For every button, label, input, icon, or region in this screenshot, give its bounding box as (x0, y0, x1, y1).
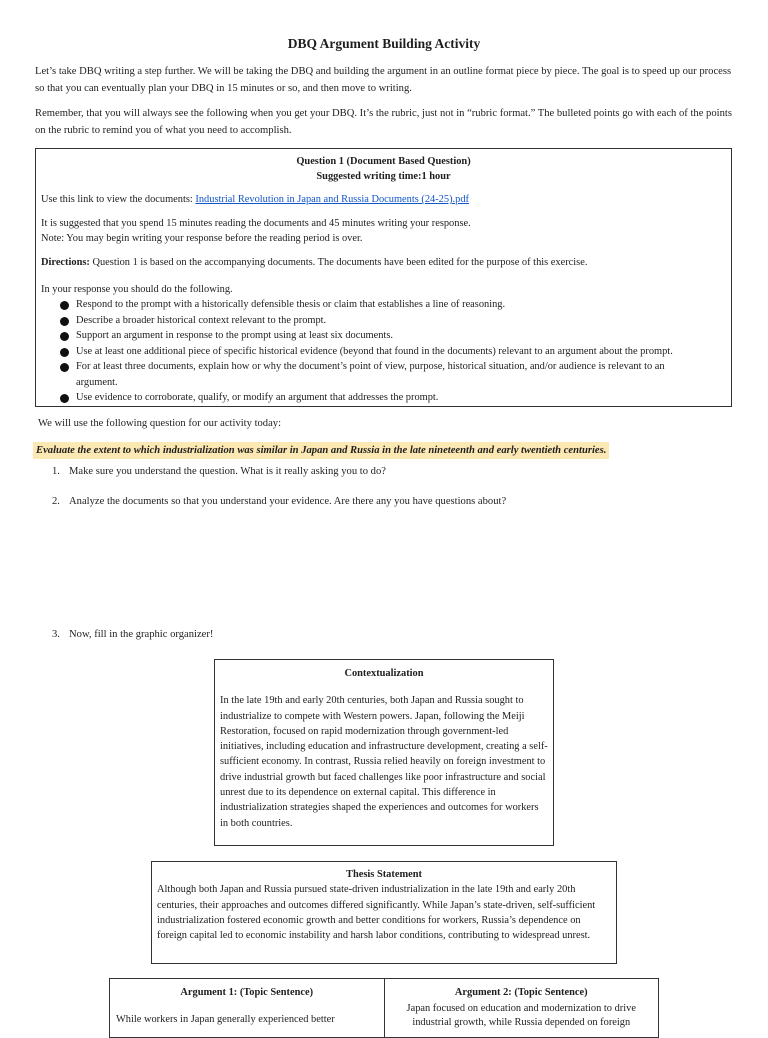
rubric-bullet: Support an argument in response to the prompt using at least six documents. (41, 328, 723, 344)
list-intro: In your response you should do the following. (41, 284, 233, 295)
bullet-icon (60, 332, 69, 341)
documents-link[interactable]: Industrial Revolution in Japan and Russia Documents (24-25).pdf (195, 194, 469, 205)
step-2: 2. Analyze the documents so that you understand your evidence. Are there any you have questions about? (52, 496, 507, 507)
intro-paragraph-2: Remember, that you will always see the following when you get your DBQ. It’s the rubric, just not in “rubric format.” The bulleted points go with each of the points on the rubric to remind you of what you need to accomplish. (35, 108, 732, 136)
highlighted-prompt: Evaluate the extent to which industrialization was similar in Japan and Russia in the late nineteenth and early twentieth centuries. (33, 442, 609, 459)
argument-1-heading: Argument 1: (Topic Sentence) (180, 987, 314, 998)
arguments-table (109, 978, 659, 1038)
suggestion-line-2: Note: You may begin writing your response before the reading period is over. (41, 233, 363, 244)
suggestion-line-1: It is suggested that you spend 15 minutes reading the documents and 45 minutes writing your response. (41, 218, 471, 229)
argument-1-cell (110, 979, 384, 1037)
contextualization-heading: Contextualization (344, 668, 424, 679)
bullet-icon (60, 394, 69, 403)
contextualization-text: In the late 19th and early 20th centuries, both Japan and Russia sought to industrialize to compete with Western powers. Japan, following the Meiji Restoration, focused on rapid modernization through government-led initiatives, including education and infrastructure development, creating a self-sufficient economy. In contrast, Russia relied heavily on foreign investment to drive industrial growth but faced challenges like poor infrastructure and social unrest due to its dependence on external capital. This difference in industrialization strategies shaped the experiences and outcomes for workers in both countries. (220, 695, 548, 829)
thesis-text: Although both Japan and Russia pursued state-driven industrialization in the late 19th and early 20th centuries, their approaches and outcomes differed significantly. While Japan’s state-driven, self-sufficient industrialization fostered economic growth and better conditions for workers, Russia’s dependence on foreign capital led to economic instability and harsh labor conditions, contributing to widespread unrest. (157, 884, 596, 942)
argument-2-text: Japan focused on education and modernization to drive industrial growth, while Russia depended on foreign (406, 1003, 636, 1028)
writing-time-heading: Suggested writing time:1 hour (316, 171, 451, 182)
step-1: 1. Make sure you understand the question. What is it really asking you to do? (52, 466, 386, 477)
contextualization-box (214, 659, 554, 846)
rubric-bullet: For at least three documents, explain how or why the document’s point of view, purpose, historical situation, and/or audience is relevant to an argument. (41, 359, 723, 390)
activity-intro: We will use the following question for our activity today: (38, 418, 282, 429)
rubric-bullet: Use at least one additional piece of specific historical evidence (beyond that found in the documents) relevant to an argument about the prompt. (41, 344, 723, 360)
argument-1-text: While workers in Japan generally experienced better (116, 1014, 335, 1025)
documents-link-line (41, 192, 723, 208)
thesis-box (151, 861, 617, 964)
documents-link-prefix: Use this link to view the documents: (41, 194, 196, 205)
directions-label: Directions: (41, 257, 90, 268)
directions-line (41, 255, 723, 271)
rubric-bullet: Respond to the prompt with a historically defensible thesis or claim that establishes a line of reasoning. (41, 297, 723, 313)
bullet-icon (60, 317, 69, 326)
argument-2-cell (384, 979, 659, 1037)
bullet-icon (60, 301, 69, 310)
bullet-icon (60, 363, 69, 372)
thesis-heading: Thesis Statement (346, 869, 422, 880)
bullet-icon (60, 348, 69, 357)
rubric-bullet: Describe a broader historical context relevant to the prompt. (41, 313, 723, 329)
intro-paragraph-1: Let’s take DBQ writing a step further. We will be taking the DBQ and building the argument in an outline format piece by piece. The goal is to speed up our process so that you can eventually plan your DBQ in 15 minutes or so, and then move to writing. (35, 66, 732, 94)
question-heading: Question 1 (Document Based Question) (296, 156, 471, 167)
rubric-list (41, 297, 723, 406)
argument-2-heading: Argument 2: (Topic Sentence) (454, 987, 588, 998)
directions-text: Question 1 is based on the accompanying documents. The documents have been edited for the purpose of this exercise. (89, 257, 588, 268)
question-box (35, 148, 732, 407)
step-3: 3. Now, fill in the graphic organizer! (52, 629, 214, 640)
page-title: DBQ Argument Building Activity (287, 36, 481, 51)
rubric-bullet: Use evidence to corroborate, qualify, or modify an argument that addresses the prompt. (41, 390, 723, 406)
